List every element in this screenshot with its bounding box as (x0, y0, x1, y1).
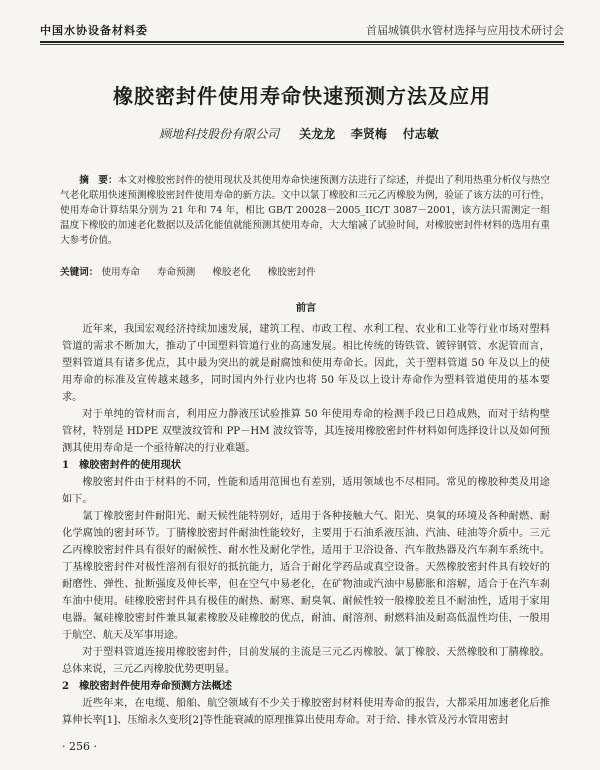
paragraph: 近年来，我国宏观经济持续加速发展，建筑工程、市政工程、水利工程、农业和工业等行业市场对塑料管道的需求不断加大，推动了中国塑料管道行业的高速发展。相比传统的铸铁管、镀锌钢管、水泥管而言，塑料管道具有诸多优点，其中最为突出的就是耐腐蚀和使用寿命长。因此，关于塑料管道 50 年及以上的使用寿命的标准及宣传越来越多，同时国内外行业内也将 50 年及以上设计寿命作为塑料管道使用的基本要求。 (62, 324, 550, 403)
paragraph: 橡胶密封件由于材料的不同，性能和适用范围也有差别，适用领域也不尽相同。常见的橡胶种类及用途如下。 (62, 477, 550, 505)
paragraph: 氯丁橡胶密封件耐阳光、耐天候性能特别好，适用于各种接触大气、阳光、臭氧的环境及各种耐燃、耐化学腐蚀的密封环节。丁腈橡胶密封件耐油性能较好，主要用于石油系液压油、汽油、硅油等介质中。三元乙丙橡胶密封件具有很好的耐候性、耐水性及耐化学性，适用于卫浴设备、汽车散热器及汽车刹车系统中。丁基橡胶密封件对极性溶剂有很好的抵抗能力，适合于耐化学药品或真空设备。天然橡胶密封件具有较好的耐磨性、弹性、扯断强度及伸长率，但在空气中易老化，在矿物油或汽油中易膨胀和溶解，适合于在汽车刹车油中使用。硅橡胶密封件具有极佳的耐热、耐寒、耐臭氧、耐候性较一般橡胶差且不耐油性，适用于家用电器。氟硅橡胶密封件兼具氟素橡胶及硅橡胶的优点，耐油、耐溶剂、耐燃料油及耐高低温性均佳，一般用于航空、航天及军事用途。 (62, 511, 550, 641)
page-number: · 256 · (62, 740, 97, 753)
section-number: 2 (62, 680, 70, 692)
keywords (60, 265, 550, 280)
paragraph: 近些年来，在电缆、船舶、航空领域有不少关于橡胶密封材料使用寿命的报告，大都采用加速老化后推算伸长率[1]、压缩永久变形[2]等性能衰减的原理推算出使用寿命。对于给、排水管及污水管用密封 (62, 698, 550, 726)
author-name: 关龙龙 (299, 127, 336, 141)
keyword: 寿命预测 (156, 267, 196, 278)
keyword: 橡胶老化 (212, 267, 251, 278)
keywords-label: 关键词： (60, 267, 99, 278)
abstract-label: 摘 要： (79, 175, 118, 186)
journal-name: 中国水协设备材料委 (40, 24, 148, 37)
article-title: 橡胶密封件使用寿命快速预测方法及应用 (113, 84, 491, 108)
keyword: 使用寿命 (101, 267, 140, 278)
section-title: 橡胶密封件使用寿命预测方法概述 (79, 680, 232, 692)
abstract (60, 173, 550, 248)
abstract-text: 本文对橡胶密封件的使用现状及其使用寿命快速预测方法进行了综述，并提出了利用热重分析仪与热空气老化联用快速预测橡胶密封件使用寿命的新方法。文中以氯丁橡胶和三元乙丙橡胶为例，验证了该方法的可行性，使用寿命计算结果分别为 21 年和 74 年，相比 GB/T 20028－2005_IIC/T 3087－2001，该方法只需测定一组温度下橡胶的加速老化数据以及活化能值就能预测其使用寿命，大大缩减了试验时间，对橡胶密封件材料的选用有重大参考价值。 (60, 175, 551, 246)
section-number: 1 (62, 459, 70, 471)
conference-name: 首届城镇供水管材选择与应用技术研讨会 (366, 24, 564, 37)
section-heading (62, 678, 550, 695)
paragraph: 对于塑料管道连接用橡胶密封件，目前发展的主流是三元乙丙橡胶、氯丁橡胶、天然橡胶和丁腈橡胶。总体来说，三元乙丙橡胶优势更明显。 (62, 647, 550, 675)
author-affiliation: 顾地科技股份有限公司 (159, 127, 280, 141)
article-body (62, 300, 550, 729)
section-heading-preface: 前言 (295, 302, 317, 314)
section-heading (62, 457, 550, 474)
keyword: 橡胶密封件 (267, 267, 316, 278)
author-line (40, 125, 564, 142)
section-title: 橡胶密封件的使用现状 (79, 459, 181, 471)
paragraph: 对于单纯的管材而言，利用应力静液压试验推算 50 年使用寿命的检测手段已日趋成熟，而对于结构壁管材，特别是 HDPE 双壁波纹管和 PP－HM 波纹管等，其连接用橡胶密封件材料如何选择设计以及如何预测其使用寿命是一个亟待解决的行业难题。 (62, 409, 550, 454)
running-header (40, 20, 564, 38)
header-rule-thick (40, 41, 564, 43)
header-rule-thin (40, 44, 564, 45)
author-name: 付志敏 (402, 127, 439, 141)
author-name: 李贤梅 (350, 127, 387, 141)
